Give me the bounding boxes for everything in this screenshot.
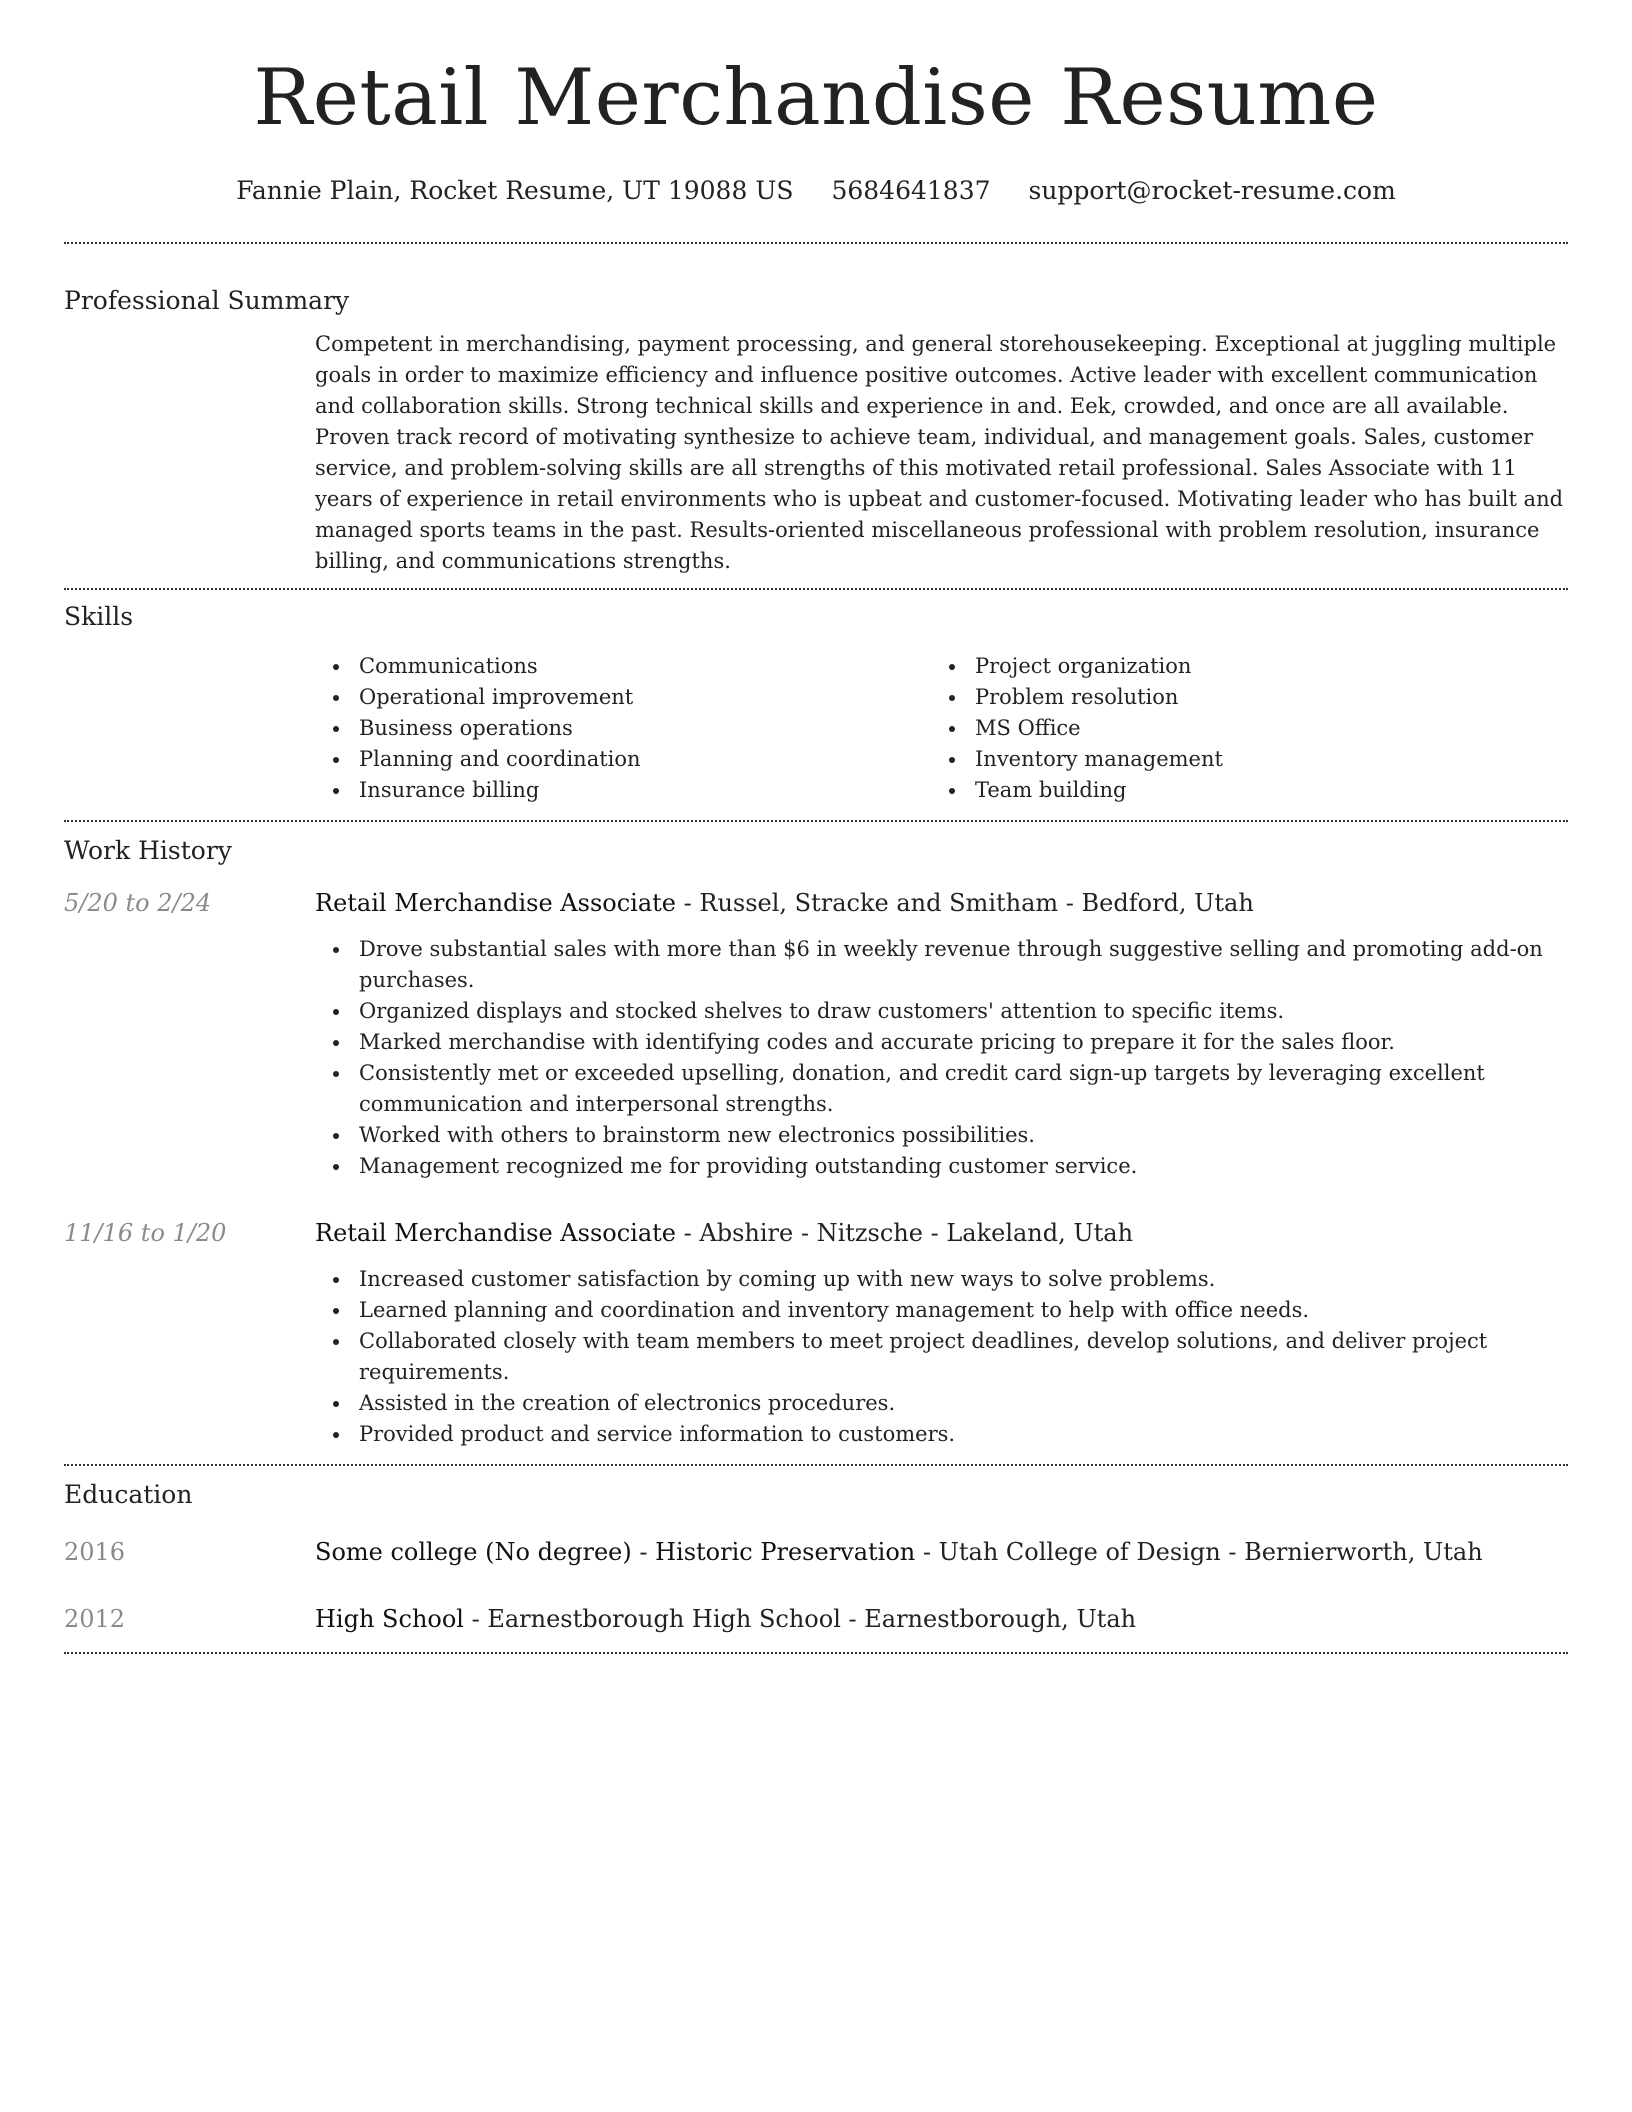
separator: -: [676, 889, 700, 917]
education-school: Earnestborough High School: [487, 1605, 841, 1633]
education-heading-line: [315, 1602, 1568, 1636]
separator: -: [631, 1538, 656, 1566]
skills-section: [64, 590, 1568, 820]
work-section: [64, 822, 1568, 1464]
skill-item: MS Office: [931, 713, 1547, 744]
summary-heading: Professional Summary: [64, 286, 350, 315]
job-company: Abshire - Nitzsche: [699, 1219, 923, 1247]
education-field: Historic Preservation: [655, 1538, 916, 1566]
resume-title: Retail Merchandise Resume: [253, 53, 1379, 143]
job-bullet: Provided product and service information to customers.: [315, 1419, 1568, 1450]
skills-list-right: [931, 651, 1547, 806]
contact-email: support@rocket-resume.com: [1028, 176, 1396, 205]
job-bullet: Increased customer satisfaction by coming up with new ways to solve problems.: [315, 1264, 1568, 1295]
education-divider: [64, 1652, 1568, 1654]
summary-section: [64, 244, 1568, 588]
skill-item: Team building: [931, 775, 1547, 806]
job-bullet: Organized displays and stocked shelves to draw customers' attention to specific items.: [315, 996, 1568, 1027]
job-bullet: Marked merchandise with identifying codes and accurate pricing to prepare it for the sales floor.: [315, 1027, 1568, 1058]
job-bullet: Worked with others to brainstorm new electronics possibilities.: [315, 1120, 1568, 1151]
job-bullet: Drove substantial sales with more than $6 in weekly revenue through suggestive selling and promoting add-on purchases.: [315, 934, 1568, 996]
separator: -: [676, 1219, 700, 1247]
skill-item: Operational improvement: [315, 682, 931, 713]
skills-list-left: [315, 651, 931, 806]
education-location: Bernierworth, Utah: [1244, 1538, 1483, 1566]
job-location: Bedford, Utah: [1081, 889, 1254, 917]
separator: -: [840, 1605, 865, 1633]
separator: -: [915, 1538, 939, 1566]
job-heading: [315, 1216, 1568, 1250]
job-dates: 11/16 to 1/20: [64, 1219, 227, 1247]
contact-phone: 5684641837: [831, 176, 991, 205]
job-heading: [315, 886, 1568, 920]
skill-item: Business operations: [315, 713, 931, 744]
separator: -: [1058, 889, 1082, 917]
skill-item: Communications: [315, 651, 931, 682]
work-heading: Work History: [64, 836, 232, 865]
education-section: [64, 1466, 1568, 1652]
education-year: 2016: [64, 1538, 126, 1566]
education-degree: Some college (No degree): [315, 1538, 632, 1566]
job-bullet: Assisted in the creation of electronics procedures.: [315, 1388, 1568, 1419]
job-dates: 5/20 to 2/24: [64, 889, 212, 917]
education-school: Utah College of Design: [938, 1538, 1221, 1566]
skill-item: Planning and coordination: [315, 744, 931, 775]
job-title: Retail Merchandise Associate: [315, 889, 676, 917]
separator: -: [463, 1605, 488, 1633]
contact-address: Fannie Plain, Rocket Resume, UT 19088 US: [236, 176, 794, 205]
skill-item: Project organization: [931, 651, 1547, 682]
skill-item: Problem resolution: [931, 682, 1547, 713]
job-bullet: Management recognized me for providing outstanding customer service.: [315, 1151, 1568, 1182]
separator: -: [922, 1219, 947, 1247]
education-entry: [64, 1602, 1568, 1636]
separator: -: [1220, 1538, 1245, 1566]
job-entry: [64, 886, 1568, 1182]
job-bullet: Learned planning and coordination and inventory management to help with office needs.: [315, 1295, 1568, 1326]
education-year: 2012: [64, 1605, 126, 1633]
job-bullets: [315, 934, 1568, 1182]
skill-item: Insurance billing: [315, 775, 931, 806]
job-location: Lakeland, Utah: [946, 1219, 1134, 1247]
skill-item: Inventory management: [931, 744, 1547, 775]
job-bullet: Consistently met or exceeded upselling, donation, and credit card sign-up targets by leveraging excellent communication and interpersonal strengths.: [315, 1058, 1568, 1120]
summary-text: Competent in merchandising, payment processing, and general storehousekeeping. Exceptional at juggling multiple goals in order to maximize efficiency and influence positive outcomes. Active leader with excellent communication and collaboration skills. Strong technical skills and experience in and. Eek, crowded, and once are all available. Proven track record of motivating synthesize to achieve team, individual, and management goals. Sales, customer service, and problem-solving skills are all strengths of this motivated retail professional. Sales Associate with 11 years of experience in retail environments who is upbeat and customer-focused. Motivating leader who has built and managed sports teams in the past. Results-oriented miscellaneous professional with problem resolution, insurance billing, and communications strengths.: [315, 332, 1564, 573]
job-bullets: [315, 1264, 1568, 1450]
contact-info: [64, 174, 1568, 208]
education-degree: High School: [315, 1605, 464, 1633]
education-entry: [64, 1535, 1568, 1569]
education-heading-line: [315, 1535, 1568, 1569]
job-bullet: Collaborated closely with team members to meet project deadlines, develop solutions, and deliver project requirements.: [315, 1326, 1568, 1388]
education-location: Earnestborough, Utah: [864, 1605, 1137, 1633]
resume-page: [64, 0, 1568, 1654]
skills-heading: Skills: [64, 602, 134, 631]
job-entry: [64, 1216, 1568, 1450]
job-company: Russel, Stracke and Smitham: [699, 889, 1059, 917]
education-heading: Education: [64, 1480, 193, 1509]
job-title: Retail Merchandise Associate: [315, 1219, 676, 1247]
